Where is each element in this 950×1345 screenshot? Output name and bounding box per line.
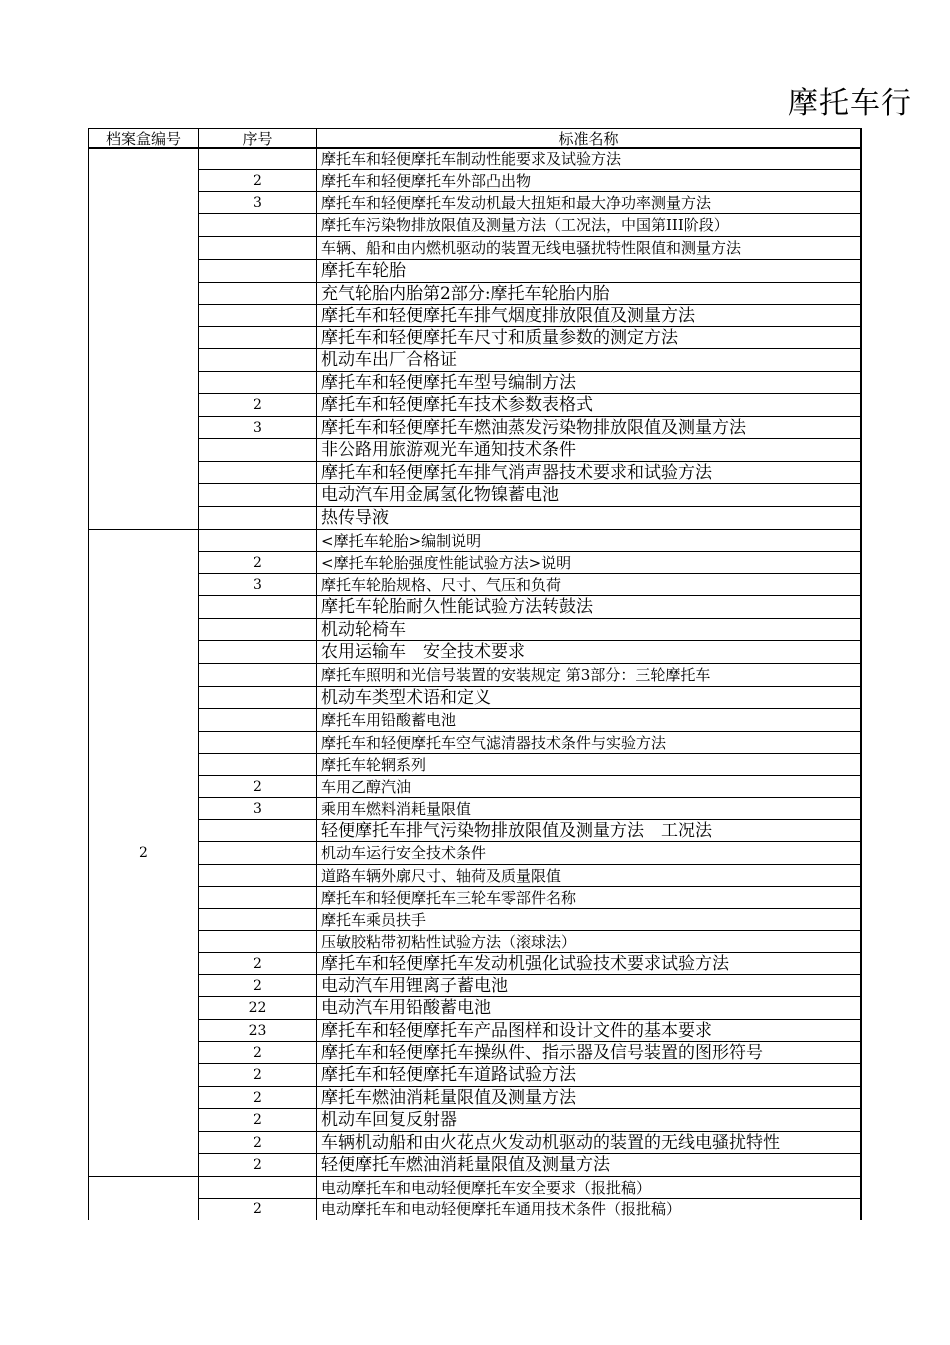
serial-cell <box>199 484 317 506</box>
standard-name-cell: 车辆、船和由内燃机驱动的装置无线电骚扰特性限值和测量方法 <box>317 237 862 259</box>
table-header-row <box>89 129 862 149</box>
standard-name-cell: 车用乙醇汽油 <box>317 776 862 797</box>
serial-cell: 3 <box>199 574 317 595</box>
table-row <box>199 664 862 687</box>
page-title: 摩托车行 <box>788 86 912 121</box>
serial-cell <box>199 260 317 282</box>
serial-cell <box>199 283 317 304</box>
standard-name-cell: 电动摩托车和电动轻便摩托车安全要求（报批稿） <box>317 1177 862 1198</box>
serial-cell <box>199 439 317 461</box>
table-row <box>199 170 862 192</box>
standard-name-cell: <摩托车轮胎>编制说明 <box>317 530 862 551</box>
table-row <box>199 1109 862 1132</box>
group-rows <box>199 1177 862 1220</box>
table-row <box>199 619 862 641</box>
table-row <box>199 149 862 170</box>
serial-cell <box>199 820 317 841</box>
standard-name-cell: 摩托车和轻便摩托车三轮车零部件名称 <box>317 887 862 908</box>
archive-box-number <box>89 1177 199 1220</box>
serial-cell <box>199 909 317 930</box>
serial-cell <box>199 754 317 775</box>
table-row <box>199 687 862 709</box>
standard-name-cell: 电动摩托车和电动轻便摩托车通用技术条件（报批稿） <box>317 1199 862 1220</box>
serial-cell <box>199 237 317 259</box>
table-row <box>199 237 862 260</box>
serial-cell <box>199 931 317 952</box>
serial-cell <box>199 596 317 618</box>
table-row <box>199 975 862 997</box>
standard-name-cell: 摩托车照明和光信号装置的安装规定 第3部分：三轮摩托车 <box>317 664 862 686</box>
serial-cell: 2 <box>199 1109 317 1131</box>
standard-name-cell: 摩托车乘员扶手 <box>317 909 862 930</box>
standard-name-cell: 机动车运行安全技术条件 <box>317 842 862 864</box>
serial-cell: 2 <box>199 552 317 573</box>
table-row <box>199 776 862 798</box>
standard-name-cell: 乘用车燃料消耗量限值 <box>317 798 862 819</box>
table-row <box>199 887 862 909</box>
standard-name-cell: 轻便摩托车排气污染物排放限值及测量方法 工况法 <box>317 820 862 841</box>
serial-cell: 23 <box>199 1020 317 1041</box>
serial-cell: 2 <box>199 776 317 797</box>
standard-name-cell: 摩托车和轻便摩托车操纵件、指示器及信号装置的图形符号 <box>317 1042 862 1063</box>
table-row <box>199 732 862 754</box>
serial-cell <box>199 462 317 483</box>
header-box-number: 档案盒编号 <box>89 129 199 147</box>
table-row <box>199 798 862 820</box>
table-row <box>199 709 862 732</box>
standard-name-cell: 摩托车和轻便摩托车道路试验方法 <box>317 1064 862 1086</box>
table-row <box>199 462 862 484</box>
group-rows <box>199 530 862 1176</box>
archive-box-number <box>89 149 199 529</box>
standard-name-cell: 轻便摩托车燃油消耗量限值及测量方法 <box>317 1154 862 1176</box>
table-row <box>199 842 862 865</box>
standard-name-cell: 机动车出厂合格证 <box>317 349 862 371</box>
table-row <box>199 1132 862 1154</box>
table-row <box>199 372 862 394</box>
table-row <box>199 997 862 1020</box>
serial-cell <box>199 732 317 753</box>
standard-name-cell: 道路车辆外廓尺寸、轴荷及质量限值 <box>317 865 862 886</box>
standard-name-cell: 摩托车轮胎 <box>317 260 862 282</box>
standard-name-cell: 充气轮胎内胎第2部分:摩托车轮胎内胎 <box>317 283 862 304</box>
table-row <box>199 1087 862 1109</box>
serial-cell: 2 <box>199 170 317 191</box>
standard-name-cell: 压敏胶粘带初粘性试验方法（滚球法） <box>317 931 862 952</box>
table-row <box>199 1042 862 1064</box>
table-row <box>199 192 862 214</box>
standard-name-cell: 摩托车和轻便摩托车产品图样和设计文件的基本要求 <box>317 1020 862 1041</box>
serial-cell <box>199 1177 317 1198</box>
standard-name-cell: 摩托车和轻便摩托车发动机强化试验技术要求试验方法 <box>317 953 862 974</box>
standard-name-cell: 电动汽车用铅酸蓄电池 <box>317 997 862 1019</box>
serial-cell <box>199 372 317 393</box>
serial-cell <box>199 664 317 686</box>
serial-cell <box>199 530 317 551</box>
header-standard-name: 标准名称 <box>317 129 862 147</box>
archive-box-group-1 <box>89 149 862 530</box>
table-row <box>199 417 862 439</box>
serial-cell: 2 <box>199 953 317 974</box>
serial-cell: 3 <box>199 798 317 819</box>
standard-name-cell: 车辆机动船和由火花点火发动机驱动的装置的无线电骚扰特性 <box>317 1132 862 1153</box>
standards-table <box>88 128 862 1220</box>
serial-cell: 2 <box>199 1087 317 1108</box>
standard-name-cell: 摩托车和轻便摩托车技术参数表格式 <box>317 394 862 416</box>
table-row <box>199 1154 862 1176</box>
table-row <box>199 349 862 372</box>
serial-cell <box>199 507 317 529</box>
archive-box-group-2 <box>89 530 862 1177</box>
table-row <box>199 909 862 931</box>
serial-cell: 3 <box>199 417 317 438</box>
serial-cell: 22 <box>199 997 317 1019</box>
table-row <box>199 754 862 776</box>
standard-name-cell: 摩托车燃油消耗量限值及测量方法 <box>317 1087 862 1108</box>
table-row <box>199 1020 862 1042</box>
standard-name-cell: 摩托车轮胎耐久性能试验方法转鼓法 <box>317 596 862 618</box>
serial-cell: 2 <box>199 1064 317 1086</box>
serial-cell <box>199 865 317 886</box>
serial-cell: 3 <box>199 192 317 213</box>
serial-cell <box>199 709 317 731</box>
serial-cell: 2 <box>199 975 317 996</box>
table-row <box>199 214 862 237</box>
table-row <box>199 574 862 596</box>
group-rows <box>199 149 862 529</box>
serial-cell: 2 <box>199 394 317 416</box>
table-row <box>199 552 862 574</box>
table-row <box>199 820 862 842</box>
serial-cell <box>199 327 317 348</box>
table-row <box>199 507 862 529</box>
serial-cell: 2 <box>199 1154 317 1176</box>
archive-box-group-3 <box>89 1177 862 1220</box>
table-row <box>199 260 862 283</box>
table-row <box>199 865 862 887</box>
standard-name-cell: 摩托车和轻便摩托车排气烟度排放限值及测量方法 <box>317 305 862 326</box>
header-serial: 序号 <box>199 129 317 147</box>
table-row <box>199 439 862 462</box>
serial-cell <box>199 687 317 708</box>
standard-name-cell: 摩托车和轻便摩托车排气消声器技术要求和试验方法 <box>317 462 862 483</box>
table-row <box>199 1199 862 1220</box>
table-row <box>199 283 862 305</box>
standard-name-cell: 摩托车和轻便摩托车燃油蒸发污染物排放限值及测量方法 <box>317 417 862 438</box>
table-row <box>199 327 862 349</box>
table-row <box>199 1064 862 1087</box>
table-row <box>199 394 862 417</box>
standard-name-cell: 摩托车轮辋系列 <box>317 754 862 775</box>
serial-cell <box>199 149 317 169</box>
standard-name-cell: 摩托车轮胎规格、尺寸、气压和负荷 <box>317 574 862 595</box>
table-row <box>199 931 862 953</box>
standard-name-cell: 摩托车和轻便摩托车发动机最大扭矩和最大净功率测量方法 <box>317 192 862 213</box>
standard-name-cell: 机动车回复反射器 <box>317 1109 862 1131</box>
standard-name-cell: 摩托车和轻便摩托车空气滤清器技术条件与实验方法 <box>317 732 862 753</box>
standard-name-cell: 农用运输车 安全技术要求 <box>317 641 862 663</box>
standard-name-cell: 热传导液 <box>317 507 862 529</box>
table-row <box>199 641 862 664</box>
standard-name-cell: 机动轮椅车 <box>317 619 862 640</box>
standard-name-cell: 机动车类型术语和定义 <box>317 687 862 708</box>
serial-cell: 2 <box>199 1132 317 1153</box>
serial-cell <box>199 214 317 236</box>
serial-cell <box>199 619 317 640</box>
table-row <box>199 1177 862 1199</box>
standard-name-cell: 摩托车和轻便摩托车制动性能要求及试验方法 <box>317 149 862 169</box>
standard-name-cell: 摩托车和轻便摩托车型号编制方法 <box>317 372 862 393</box>
serial-cell <box>199 305 317 326</box>
standard-name-cell: 非公路用旅游观光车通知技术条件 <box>317 439 862 461</box>
standard-name-cell: 摩托车和轻便摩托车外部凸出物 <box>317 170 862 191</box>
serial-cell <box>199 641 317 663</box>
table-row <box>199 953 862 975</box>
table-row <box>199 596 862 619</box>
serial-cell <box>199 842 317 864</box>
standard-name-cell: 摩托车用铅酸蓄电池 <box>317 709 862 731</box>
table-row <box>199 484 862 507</box>
archive-box-number: 2 <box>89 530 199 1176</box>
standard-name-cell: 摩托车污染物排放限值及测量方法（工况法，中国第III阶段） <box>317 214 862 236</box>
serial-cell <box>199 887 317 908</box>
standard-name-cell: 摩托车和轻便摩托车尺寸和质量参数的测定方法 <box>317 327 862 348</box>
table-row <box>199 530 862 552</box>
table-row <box>199 305 862 327</box>
standard-name-cell: <摩托车轮胎强度性能试验方法>说明 <box>317 552 862 573</box>
serial-cell <box>199 349 317 371</box>
standard-name-cell: 电动汽车用金属氢化物镍蓄电池 <box>317 484 862 506</box>
serial-cell: 2 <box>199 1199 317 1220</box>
standard-name-cell: 电动汽车用锂离子蓄电池 <box>317 975 862 996</box>
serial-cell: 2 <box>199 1042 317 1063</box>
